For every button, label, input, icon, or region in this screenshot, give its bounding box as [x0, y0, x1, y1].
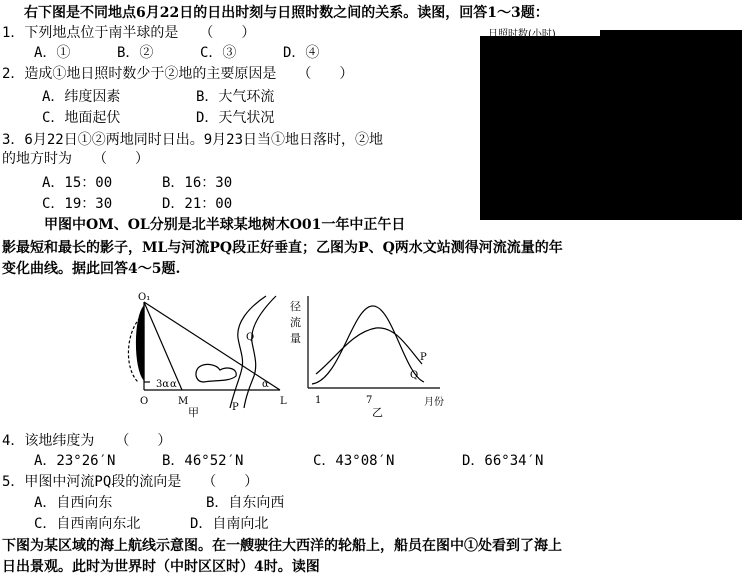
label-o1: O₁ [138, 292, 151, 303]
yi-tick-1: 1 [315, 395, 322, 406]
q5-option-a[interactable]: A．自西向东 [34, 495, 113, 511]
q1-stem: 1．下列地点位于南半球的是 （ ） [2, 25, 256, 41]
series-q-curve [312, 306, 424, 384]
q5-option-b[interactable]: B．自东向西 [206, 495, 285, 511]
q3-stem-line2: 的地方时为 （ ） [2, 151, 149, 167]
q4-stem: 4．该地纬度为 （ ） [2, 433, 172, 449]
tree-crown [137, 306, 145, 380]
q5-stem: 5．甲图中河流PQ段的流向是 （ ） [2, 474, 259, 490]
intro2-line1: 甲图中OM、OL分别是北半球某地树木O01一年中正午日 [44, 217, 406, 233]
q5-option-d[interactable]: D．自南向北 [190, 516, 269, 532]
q2-option-c[interactable]: C．地面起伏 [42, 110, 121, 126]
q2-option-d[interactable]: D．天气状况 [196, 110, 275, 126]
label-p: P [232, 402, 239, 413]
yi-ylabel-2: 流 [290, 316, 301, 329]
q3-option-c[interactable]: C．19：30 [42, 196, 113, 212]
q1-option-b[interactable]: B．② [117, 45, 154, 61]
yi-xunit: 月份 [424, 397, 444, 408]
intro-text: 右下图是不同地点6月22日的日出时刻与日照时数之间的关系。读图，回答1～3题： [24, 5, 549, 21]
label-alpha-1: α [170, 379, 177, 390]
q3-option-d[interactable]: D．21：00 [162, 196, 233, 212]
q3-stem-line1: 3．6月22日①②两地同时日出。9月23日当①地日落时，②地 [2, 132, 383, 148]
label-alpha-2: α [262, 379, 269, 390]
q4-option-c[interactable]: C．43°08′N [313, 453, 395, 469]
yi-label-q: Q [410, 370, 419, 381]
yi-ylabel-1: 径 [290, 300, 301, 313]
intro3-line2: 日出景观。此时为世界时（中时区区时）4时。读图 [2, 559, 320, 575]
q2-option-a[interactable]: A．纬度因素 [42, 89, 121, 105]
river-bank-right [244, 296, 276, 408]
q4-option-a[interactable]: A．23°26′N [34, 453, 116, 469]
q4-option-d[interactable]: D．66°34′N [462, 453, 544, 469]
yi-label-p: P [420, 352, 427, 363]
q2-option-b[interactable]: B．大气环流 [196, 89, 275, 105]
intro2-line2: 影最短和最长的影子，ML与河流PQ段正好垂直；乙图为P、Q两水文站测得河流流量的年 [2, 240, 563, 256]
q1-option-d[interactable]: D．④ [283, 45, 320, 61]
figure-jia [128, 296, 280, 408]
label-o: O [140, 396, 149, 407]
q2-stem: 2．造成①地日照时数少于②地的主要原因是 （ ） [2, 66, 354, 82]
q1-option-c[interactable]: C．③ [200, 45, 237, 61]
label-m: M [178, 396, 189, 407]
q3-option-a[interactable]: A．15：00 [42, 175, 113, 191]
series-p-curve [316, 328, 422, 374]
redacted-chart-block [480, 36, 742, 220]
intro2-line3: 变化曲线。据此回答4～5题. [2, 261, 181, 277]
label-q: Q [246, 332, 255, 343]
figure-yi [308, 296, 440, 388]
lake-shape [196, 364, 236, 382]
yi-ylabel-3: 量 [290, 332, 301, 345]
q5-option-c[interactable]: C．自西南向东北 [34, 516, 141, 532]
yi-tick-7: 7 [366, 395, 373, 406]
chart-corner-label: 日照时数(小时) [488, 29, 556, 40]
redacted-chart-block-top [600, 30, 742, 38]
label-3alpha: 3α [156, 379, 170, 390]
label-l: L [280, 396, 287, 407]
line-o1-m [144, 302, 182, 390]
q1-option-a[interactable]: A．① [34, 45, 71, 61]
figure-jia-yi [120, 288, 460, 423]
intro3-line1: 下图为某区域的海上航线示意图。在一艘驶往大西洋的轮船上，船员在图中①处看到了海上 [2, 538, 562, 554]
caption-jia: 甲 [188, 406, 199, 419]
q3-option-b[interactable]: B．16：30 [162, 175, 233, 191]
q4-option-b[interactable]: B．46°52′N [162, 453, 244, 469]
caption-yi: 乙 [372, 406, 383, 419]
